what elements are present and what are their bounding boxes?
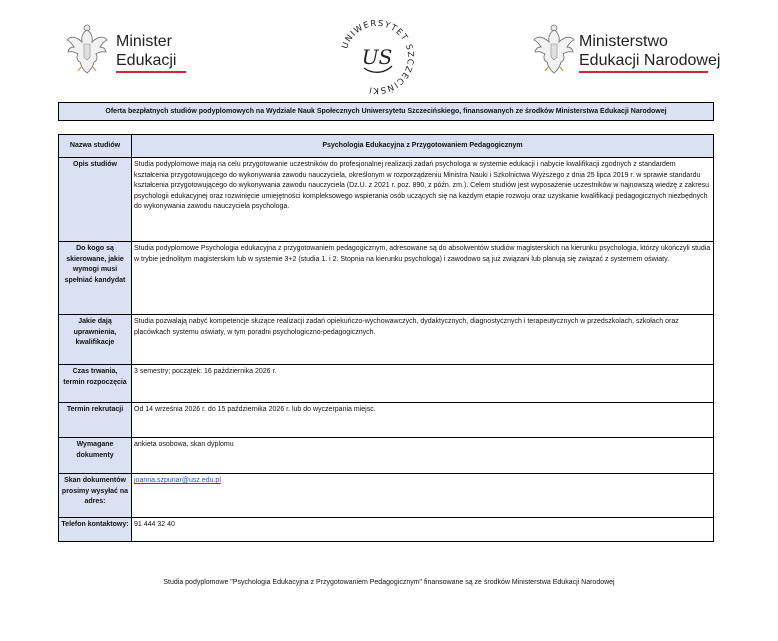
logo-left-line-1: Minister bbox=[116, 33, 173, 50]
table-row bbox=[59, 365, 714, 403]
row-label-documents: Wymagane dokumenty bbox=[59, 438, 132, 474]
contact-email-link[interactable]: joanna.szpunar@usz.edu.pl bbox=[134, 477, 221, 484]
table-row bbox=[59, 403, 714, 438]
logo-right-red-rule bbox=[579, 71, 708, 73]
table-row bbox=[59, 438, 714, 474]
logo-left-line-2: Edukacji bbox=[116, 52, 177, 69]
table-row bbox=[59, 315, 714, 365]
university-monogram: US bbox=[361, 45, 393, 69]
university-ring-text: UNIWERSYTET SZCZECIŃSKI bbox=[339, 17, 417, 97]
row-label-target-audience: Do kogo są skierowane, jakie wymogi musi spełniać kandydat bbox=[59, 242, 132, 315]
table-row bbox=[59, 518, 714, 542]
row-label-qualifications: Jakie dają uprawnienia, kwalifikacje bbox=[59, 315, 132, 365]
logo-right-line-1: Ministerstwo bbox=[579, 33, 668, 50]
white-eagle-icon bbox=[533, 24, 575, 74]
university-seal-icon bbox=[334, 14, 420, 100]
table-row bbox=[59, 474, 714, 518]
studies-name: Psychologia Edukacyjna z Przygotowaniem Pedagogicznym bbox=[132, 135, 714, 158]
row-label-email: Skan dokumentów prosimy wysyłać na adres: bbox=[59, 474, 132, 518]
row-value-recruitment: Od 14 września 2026 r. do 15 października 2026 r. lub do wyczerpania miejsc. bbox=[132, 403, 714, 438]
row-label-recruitment: Termin rekrutacji bbox=[59, 403, 132, 438]
table-header-label: Nazwa studiów bbox=[59, 135, 132, 158]
table-header-row bbox=[59, 135, 714, 158]
offer-banner: Oferta bezpłatnych studiów podyplomowych na Wydziale Nauk Społecznych Uniwersytetu Szczecińskiego, finansowanych ze środków Ministerstwa Edukacji Narodowej bbox=[58, 102, 714, 121]
minister-edukacji-logo bbox=[66, 24, 181, 80]
white-eagle-icon bbox=[66, 24, 108, 74]
row-label-phone: Telefon kontaktowy: bbox=[59, 518, 132, 542]
row-value-duration: 3 semestry; początek: 16 października 2026 r. bbox=[132, 365, 714, 403]
logo-left-red-rule bbox=[116, 71, 186, 73]
row-value-email bbox=[132, 474, 714, 518]
table-row bbox=[59, 242, 714, 315]
logo-right-line-2: Edukacji Narodowej bbox=[579, 52, 721, 69]
row-value-documents: ankieta osobowa, skan dyplomu bbox=[132, 438, 714, 474]
row-value-target-audience: Studia podyplomowe Psychologia edukacyjna z przygotowaniem pedagogicznym, adresowane są do absolwentów studiów magisterskich na kierunku psychologia, którzy ukończyli studia w trybie jednolitym magisterskim lub w systemie 3+2 (studia 1. i 2. Stopnia na kierunku psychologa) i zawodowo są już związani lub planują się związać z systemem oświaty. bbox=[132, 242, 714, 315]
uniwersytet-szczecinski-logo bbox=[334, 14, 420, 100]
table-row bbox=[59, 158, 714, 242]
row-label-duration: Czas trwania, termin rozpoczęcia bbox=[59, 365, 132, 403]
row-value-qualifications: Studia pozwalają nabyć kompetencje służące realizacji zadań opiekuńczo-wychowawczych, dydaktycznych, diagnostycznych i terapeutycznych w przedszkolach, szkołach oraz placówkach systemu oświaty, w tym poradni psychologiczno-pedagogicznych. bbox=[132, 315, 714, 365]
ministerstwo-edukacji-narodowej-logo bbox=[533, 24, 721, 80]
row-label-description: Opis studiów bbox=[59, 158, 132, 242]
studies-info-table bbox=[58, 134, 714, 542]
row-value-phone: 91 444 32 40 bbox=[132, 518, 714, 542]
footer-funding-note: Studia podyplomowe "Psychologia Edukacyjna z Przygotowaniem Pedagogicznym" finansowane są ze środków Ministerstwa Edukacji Narodowej bbox=[163, 579, 615, 586]
row-value-description: Studia podyplomowe mają na celu przygotowanie uczestników do profesjonalnej realizacji zadań psychologa w systemie edukacji i nabycie kwalifikacji zgodnych z standardem kształcenia przygotowującego do wykonywania zawodu nauczyciela, określonym w rozporządzeniu Ministra Nauki i Szkolnictwa Wyższego z dnia 25 lipca 2019 r. w sprawie standardu kształcenia przygotowującego do wykonywania zawodu nauczyciela (Dz.U. z 2021 r. poz. 890, z późn. zm.). Celem studiów jest wyposażenie uczestników w najnowszą wiedzę z zakresu psychologii edukacyjnej oraz rozwinięcie umiejętności kompleksowego wspierania osób uczących się na każdym etapie rozwoju oraz uzyskanie kwalifikacji pedagogicznych niezbędnych do wykonywania zawodu nauczyciela psychologa. bbox=[132, 158, 714, 242]
